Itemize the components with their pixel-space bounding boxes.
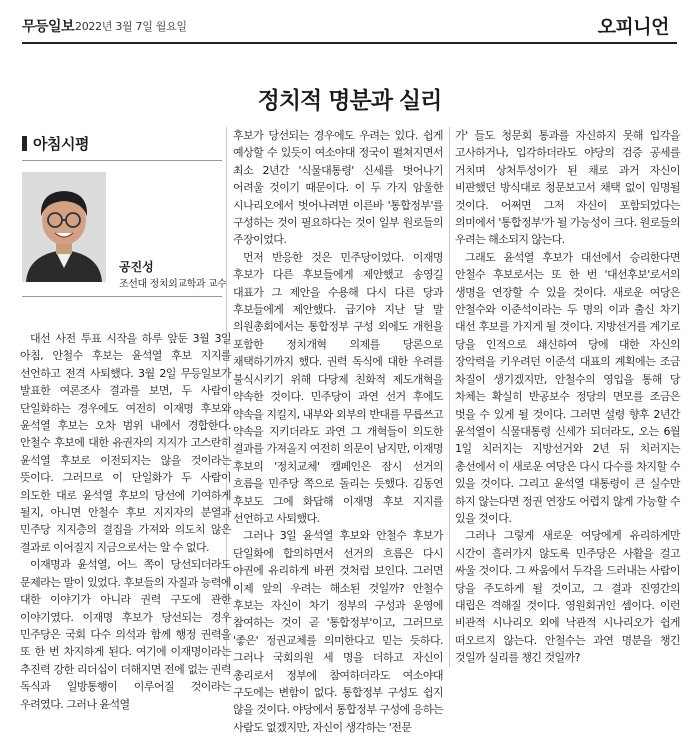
column-divider [449,127,450,667]
paragraph: 그러나 그렇게 새로운 여당에게 유리하게만 시간이 흘러가지 않도록 민주당은 사활을 걸고 싸울 것이다. 그 싸움에서 두각을 드러내는 사람이 당을 주도하게 될 것이고, 그 결과 진영간의 대립은 격해질 것이다. 영원회귀인 셈이다. 이런 비관적 시나리오 외에 낙관적 시나리오가 쉽게 떠오르지 않는다. 안철수는 과연 명분을 챙긴 것일까 실리를 챙긴 것일까? [455,529,680,665]
column-tag [22,133,89,154]
paper-name: 무등일보 [22,19,75,35]
paragraph: 이재명과 윤석열, 어느 쪽이 당선되더라도 문제라는 말이 있었다. 후보들의 자질과 능력에 대한 이야기가 아니라 권력 구도에 관한 이야기였다. 이재명 후보가 당선되는 경우 민주당은 국회 다수 의석과 함께 행정 권력을 또 한 번 차지하게 된다. 여기에 이재명이라는 추진력 강한 리더십이 더해지면 전에 없는 권력 독식과 일방통행이 이루어질 것이라는 우려였다. 그러나 윤석열 [20,558,231,711]
masthead [22,12,677,38]
column-tag-bar [22,136,27,151]
author-rule [22,296,222,297]
masthead-rule [22,42,677,44]
publication-date: 2022년 3월 7일 월요일 [75,20,187,33]
paragraph: 가' 들도 청문회 통과를 자신하지 못해 입각을 고사하거나, 입각하더라도 야당의 검증 공세를 거치며 상처투성이가 된 채로 과거 자신이 비판했던 방식대로 청문보고서 채택 없이 임명될 것이다. 어쩌면 그저 자신이 포함되었다는 의미에서 '통합정부'가 될 가능성이 크다. 원로들의 우려는 해소되지 않는다. [455,129,680,247]
author-name: 공진성 [119,260,154,274]
article-column-2 [233,127,443,736]
paragraph: 후보가 당선되는 경우에도 우려는 있다. 쉽게 예상할 수 있듯이 여소야대 정국이 펼쳐지면서 최소 2년간 '식물대통령' 신세를 벗어나기 어려울 것이기 때문이다. 이 두 가지 암울한 시나리오에서 벗어나려면 이른바 '통합정부'를 구성하는 것이 필요하다는 것이 일부 원로들의 주장이었다. [233,129,443,247]
column-tag-rule [22,160,222,161]
paragraph: 그러나 3일 윤석열 후보와 안철수 후보가 단일화에 합의하면서 선거의 흐름은 다시 야권에 유리하게 바뀐 것처럼 보인다. 그러면 이제 앞의 우려는 해소된 것일까? 안철수 후보는 자신이 차기 정부의 구성과 운영에 참여하는 것이 곧 '통합정부'이고, 그러므로 '좋은' 정권교체를 의미한다고 믿는 듯하다. 그러나 국회의원 세 명을 더하고 자신이 총리로서 정부에 참여하더라도 여소야대 구도에는 변함이 없다. 통합정부 구성도 쉽지 않을 것이다. 야당에서 통합정부 구성에 응하는 사람도 없겠지만, 자신이 생각하는 '전문 [233,529,443,734]
article-headline: 정치적 명분과 실리 [257,87,442,114]
article-column-3 [455,127,680,667]
paragraph: 그래도 윤석열 후보가 대선에서 승리한다면 안철수 후보로서는 또 한 번 '대선후보'로서의 생명을 연장할 수 있을 것이다. 새로운 여당은 안철수와 이준석이라는 두 명의 이과 출신 차기 대선 후보를 가지게 될 것이다. 지방선거를 계기로 당을 인적으로 쇄신하여 당에 대한 자신의 장악력을 키우려던 이준석 대표의 계획에는 조금 차질이 생기겠지만, 안철수의 영입을 통해 당 차체는 확실히 반공보수 정당의 면모를 조금은 벗을 수 있게 될 것이다. 그러면 설령 향후 2년간 윤석열이 식물대통령 신세가 되더라도, 오는 6월 1일 치러지는 지방선거와 2년 뒤 치러지는 총선에서 이 새로운 여당은 다시 다수를 차지할 수 있을 것이다. 그리고 윤석열 대통령이 큰 실수만 하지 않는다면 정권 연장도 어렵지 않게 가능할 수 있을 것이다. [455,250,680,525]
author-photo [22,172,106,282]
article-column-1 [20,330,231,713]
paragraph: 대선 사전 투표 시작을 하루 앞둔 3월 3일 아침, 안철수 후보는 윤석열 후보 지지를 선언하고 전격 사퇴했다. 3월 2일 무등일보가 발표한 여론조사 결과를 보면, 두 사람이 단일화하는 경우에도 여전히 이재명 후보와 윤석열 후보는 오차 범위 내에서 경합한다. 안철수 후보에 대한 유권자의 지지가 고스란히 윤석열 후보로 이전되지는 않을 것이라는 뜻이다. 그러므로 이 단일화가 두 사람이 의도한 대로 윤석열 후보의 당선에 기여하게 될지, 아니면 안철수 후보 지지자의 분열과 민주당 지지층의 결집을 가져와 의도치 않은 결과로 이어질지 지금으로서는 알 수 없다. [20,332,231,554]
column-name: 아침시평 [33,135,89,153]
paragraph: 먼저 반응한 것은 민주당이었다. 이재명 후보가 다른 후보들에게 제안했고 송영길 대표가 그 제안을 수용해 다시 다른 당과 후보들에게 제안했다. 급기야 지난 달 말 의원총회에서는 통합정부 구성 외에도 개헌을 포함한 정치개혁 의제를 당론으로 채택하기까지 했다. 권력 독식에 대한 우려를 불식시키기 위해 다당제 친화적 제도개혁을 약속한 것이다. 민주당이 과연 선거 후에도 약속을 지킬지, 내부와 외부의 반대를 무릅쓰고 약속을 지키더라도 과연 그 개혁들이 의도한 결과를 가져올지 여전히 의문이 남지만, 이재명 후보의 '정치교체' 캠페인은 잠시 선거의 흐름을 민주당 쪽으로 돌리는 듯했다. 김동연 후보도 그에 화답해 이재명 후보 지지를 선언하고 사퇴했다. [233,250,443,525]
author-portrait-image [22,172,106,282]
section-name: 오피니언 [597,16,669,38]
author-title: 조선대 정치외교학과 교수 [119,279,227,290]
